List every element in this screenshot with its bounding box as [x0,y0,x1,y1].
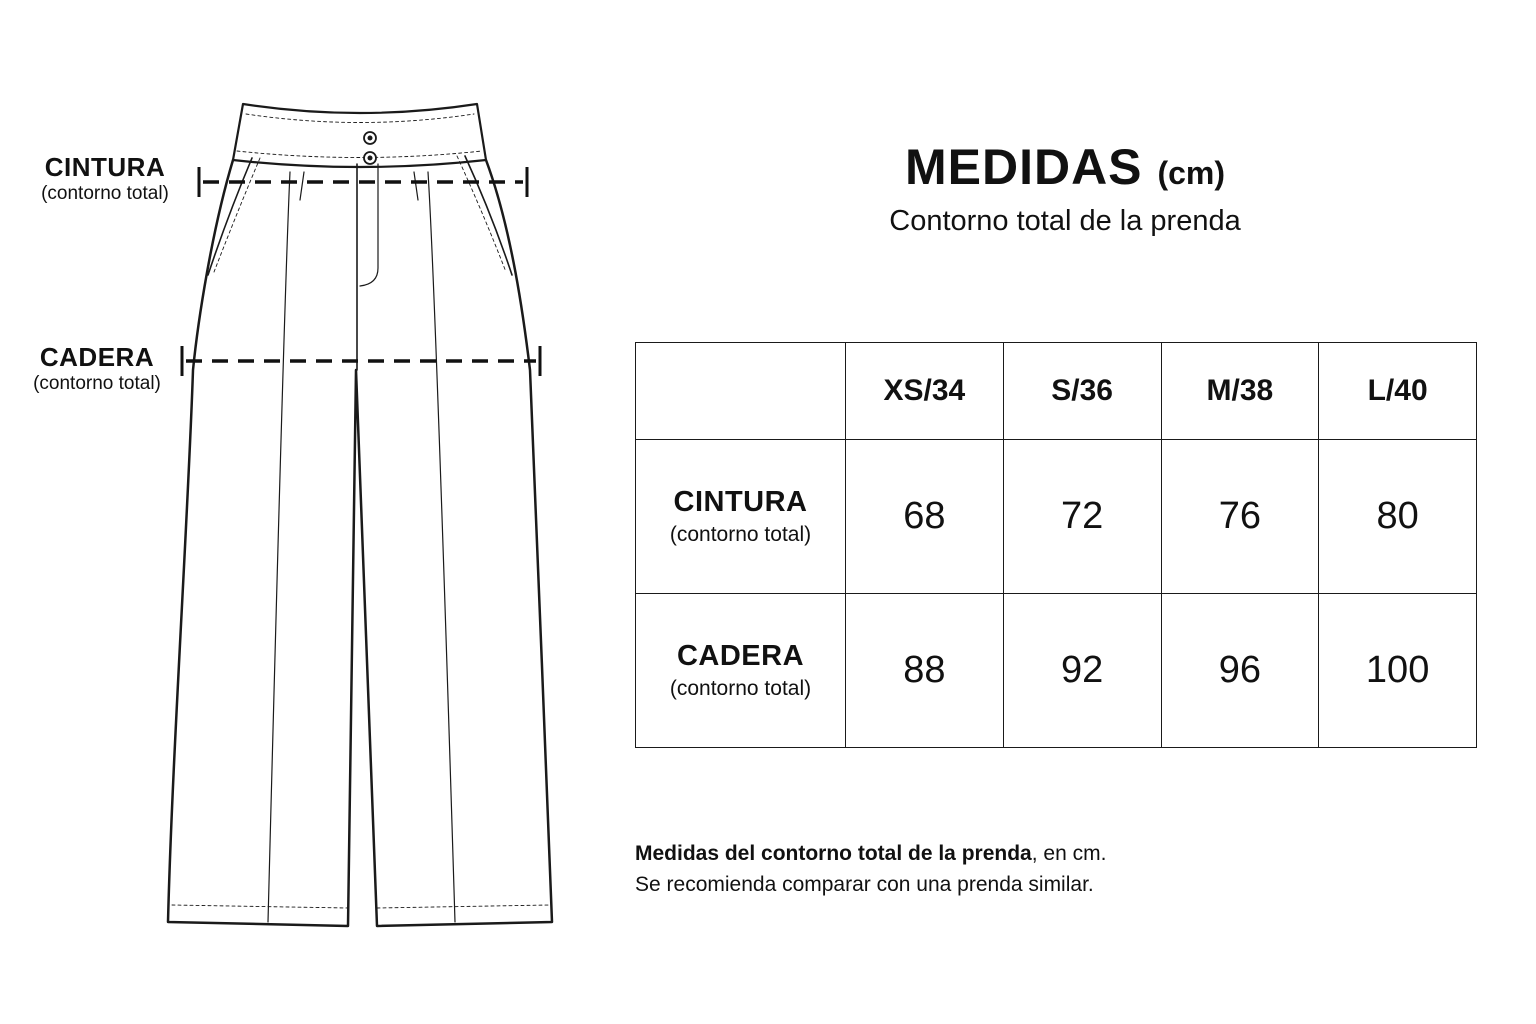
hip-value-s: 92 [1003,594,1161,748]
row-label-hip [636,594,846,748]
measurement-note [635,838,1335,900]
hip-measure-label [12,343,182,394]
table-corner-cell [636,343,846,440]
left-hem-stitch [172,905,348,908]
size-header-s: S/36 [1003,343,1161,440]
button-icon-top [364,132,376,144]
left-pocket [208,158,252,275]
hip-measurement-line [182,346,540,376]
title-unit: (cm) [1157,155,1226,191]
waist-label: CINTURA [44,152,166,182]
right-pocket-stitch [457,156,506,272]
hip-label: CADERA [39,342,155,372]
note-line-1 [635,838,1335,869]
title-text: MEDIDAS [904,139,1143,195]
right-crease [428,172,455,922]
right-pocket [465,156,512,275]
left-crease [268,172,290,922]
waistband-top-stitch [246,114,474,123]
waist-sublabel: (contorno total) [41,182,169,204]
page-title [780,140,1350,195]
chart-header [780,140,1350,238]
size-header-l: L/40 [1319,343,1477,440]
hip-value-m: 96 [1161,594,1319,748]
hip-sublabel: (contorno total) [33,372,161,394]
note-line-2: Se recomienda comparar con una prenda similar. [635,873,1094,896]
waist-value-s: 72 [1003,440,1161,594]
waist-value-l: 80 [1319,440,1477,594]
button-icon-bottom [364,152,376,164]
table-row-hip [636,594,1477,748]
page-subtitle: Contorno total de la prenda [889,205,1241,237]
note-rest: , en cm. [1031,842,1107,865]
waistband-bottom-stitch [237,151,482,158]
table-row-waist [636,440,1477,594]
hip-value-xs: 88 [846,594,1004,748]
table-header-row [636,343,1477,440]
row-label-waist [636,440,846,594]
waist-value-m: 76 [1161,440,1319,594]
row-label-hip-main: CADERA [676,640,805,672]
waist-value-xs: 68 [846,440,1004,594]
size-table [635,342,1477,748]
hip-value-l: 100 [1319,594,1477,748]
size-header-m: M/38 [1161,343,1319,440]
left-pleat [300,172,304,200]
right-hem-stitch [377,905,549,908]
row-label-hip-sub: (contorno total) [669,677,812,700]
waist-measure-label [20,153,190,204]
row-label-waist-sub: (contorno total) [669,523,812,546]
note-bold: Medidas del contorno total de la prenda [635,842,1032,865]
trousers-outline [168,160,552,926]
row-label-waist-main: CINTURA [673,486,808,518]
size-header-xs: XS/34 [846,343,1004,440]
waist-measurement-line [199,167,527,197]
left-pocket-stitch [214,158,260,272]
right-pleat [414,172,418,200]
